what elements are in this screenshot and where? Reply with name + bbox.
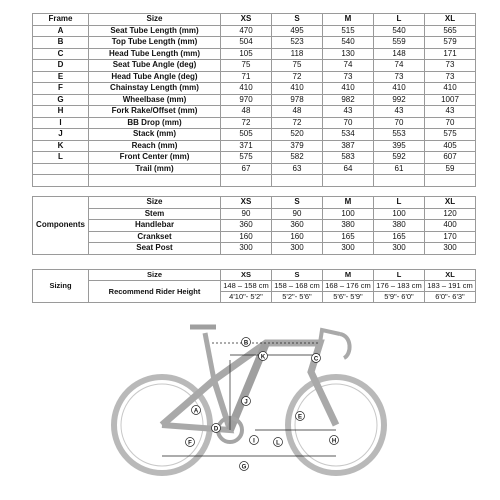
geometry-value-cell: 523 [272,37,323,49]
component-value-cell: 360 [221,220,272,232]
diagram-label-text: C [313,356,319,363]
sizing-section-label: Sizing [33,270,89,303]
components-size-m: M [323,197,374,209]
components-size-xs: XS [221,197,272,209]
component-label: Stem [89,208,221,220]
diagram-label-i [250,436,259,445]
geometry-row [33,140,476,152]
diagram-label-text: E [297,414,303,421]
diagram-label-text: G [241,464,247,471]
geometry-row-label: Stack (mm) [89,129,221,141]
geometry-value-cell: 575 [425,129,476,141]
geometry-value-cell: 540 [374,25,425,37]
components-size-l: L [374,197,425,209]
geometry-value-cell: 579 [425,37,476,49]
rider-height-cm-xs: 148 – 158 cm [221,281,272,292]
component-label: Seat Post [89,243,221,255]
components-table [32,196,476,255]
geometry-value-cell: 410 [425,83,476,95]
component-value-cell: 300 [323,243,374,255]
geometry-value-cell: 72 [272,117,323,129]
rider-height-cm-xl: 183 – 191 cm [425,281,476,292]
components-size-s: S [272,197,323,209]
component-value-cell: 160 [221,231,272,243]
component-value-cell: 380 [323,220,374,232]
rider-height-cm-m: 168 – 176 cm [323,281,374,292]
geometry-value-cell: 565 [425,25,476,37]
component-value-cell: 300 [221,243,272,255]
geometry-row-label: Fork Rake/Offset (mm) [89,106,221,118]
component-value-cell: 165 [323,231,374,243]
geometry-row-id: I [33,117,89,129]
diagram-label-text: K [260,354,266,361]
diagram-label-g [240,462,249,471]
geometry-row-id: J [33,129,89,141]
geometry-value-cell: 73 [374,71,425,83]
blank-cell [425,175,476,187]
geometry-value-cell: 70 [323,117,374,129]
sizing-size-xl: XL [425,270,476,281]
geometry-row-id: E [33,71,89,83]
geometry-row-id: C [33,48,89,60]
geometry-value-cell: 1007 [425,94,476,106]
geometry-value-cell: 495 [272,25,323,37]
geometry-value-cell: 171 [425,48,476,60]
size-xl-header: XL [425,14,476,26]
geometry-row-label: Chainstay Length (mm) [89,83,221,95]
sizing-size-l: L [374,270,425,281]
geometry-value-cell: 982 [323,94,374,106]
geometry-value-cell: 105 [221,48,272,60]
geometry-value-cell: 71 [221,71,272,83]
geometry-row-id: B [33,37,89,49]
blank-cell [33,175,89,187]
blank-cell [221,175,272,187]
size-l-header: L [374,14,425,26]
diagram-label-c [312,354,321,363]
component-value-cell: 300 [272,243,323,255]
rider-height-cm-s: 158 – 168 cm [272,281,323,292]
geometry-row-id: D [33,60,89,72]
diagram-label-h [330,436,339,445]
diagram-label-text: F [188,440,192,447]
geometry-value-cell: 395 [374,140,425,152]
geometry-value-cell: 410 [374,83,425,95]
geometry-row [33,71,476,83]
geometry-value-cell: 583 [323,152,374,164]
size-xs-header: XS [221,14,272,26]
geometry-value-cell: 970 [221,94,272,106]
diagram-label-a [192,406,201,415]
diagram-label-text: B [243,340,249,347]
geometry-value-cell: 48 [221,106,272,118]
geometry-value-cell: 371 [221,140,272,152]
geometry-row-id: L [33,152,89,164]
geometry-row-label: Head Tube Angle (deg) [89,71,221,83]
rider-height-cm-l: 176 – 183 cm [374,281,425,292]
rider-height-ft-xs: 4'10"- 5'2" [221,292,272,303]
rider-height-ft-xl: 6'0"- 6'3" [425,292,476,303]
geometry-row [33,117,476,129]
geometry-value-cell: 504 [221,37,272,49]
geometry-table [32,13,476,187]
diagram-label-text: H [331,438,337,445]
component-label: Handlebar [89,220,221,232]
diagram-label-f [186,438,195,447]
geometry-value-cell: 48 [272,106,323,118]
sizing-size-header: Size [89,270,221,281]
geometry-row [33,25,476,37]
sizing-size-m: M [323,270,374,281]
blank-cell [323,175,374,187]
geometry-value-cell: 553 [374,129,425,141]
geometry-value-cell: 410 [221,83,272,95]
geometry-row [33,129,476,141]
sizing-size-xs: XS [221,270,272,281]
geometry-value-cell: 75 [221,60,272,72]
geometry-value-cell: 405 [425,140,476,152]
components-header-row [33,197,476,209]
sizing-cm-row [33,281,476,292]
blank-cell [89,175,221,187]
seat-post [205,333,214,380]
geometry-value-cell: 74 [323,60,374,72]
geometry-value-cell: 75 [272,60,323,72]
geometry-value-cell: 70 [374,117,425,129]
geometry-value-cell: 64 [323,163,374,175]
diagram-label-j [242,397,251,406]
diagram-label-k [259,352,268,361]
geometry-value-cell: 505 [221,129,272,141]
geometry-row-label: BB Drop (mm) [89,117,221,129]
diagram-label-l [274,438,283,447]
size-s-header: S [272,14,323,26]
diagram-label-text: I [253,438,255,445]
geometry-value-cell: 592 [374,152,425,164]
geometry-value-cell: 43 [374,106,425,118]
geometry-row [33,152,476,164]
components-row [33,208,476,220]
geometry-value-cell: 410 [323,83,374,95]
geometry-value-cell: 978 [272,94,323,106]
diagram-label-text: D [213,426,219,433]
geometry-value-cell: 73 [425,71,476,83]
geometry-value-cell: 118 [272,48,323,60]
geometry-row-label: Reach (mm) [89,140,221,152]
geometry-row [33,37,476,49]
diagram-label-b [242,338,251,347]
diagram-label-e [296,412,305,421]
geometry-value-cell: 379 [272,140,323,152]
geometry-row-id: K [33,140,89,152]
geometry-value-cell: 470 [221,25,272,37]
geometry-spacer-row [33,175,476,187]
geometry-value-cell: 515 [323,25,374,37]
geometry-value-cell: 534 [323,129,374,141]
component-value-cell: 165 [374,231,425,243]
sizing-header-row [33,270,476,281]
geometry-row-id [33,163,89,175]
component-value-cell: 380 [374,220,425,232]
geometry-row-label: Top Tube Length (mm) [89,37,221,49]
diagram-label-text: L [276,440,280,447]
component-value-cell: 400 [425,220,476,232]
component-value-cell: 120 [425,208,476,220]
blank-cell [272,175,323,187]
geometry-row [33,163,476,175]
geometry-row [33,48,476,60]
component-value-cell: 360 [272,220,323,232]
bike-geometry-diagram [0,312,500,500]
geometry-value-cell: 72 [272,71,323,83]
component-value-cell: 170 [425,231,476,243]
components-section-label: Components [33,197,89,255]
geometry-value-cell: 70 [425,117,476,129]
geometry-value-cell: 74 [374,60,425,72]
size-header: Size [89,14,221,26]
geometry-value-cell: 410 [272,83,323,95]
geometry-value-cell: 559 [374,37,425,49]
component-label: Crankset [89,231,221,243]
diagram-label-text: A [193,408,199,415]
geometry-row [33,106,476,118]
geometry-value-cell: 72 [221,117,272,129]
component-value-cell: 90 [272,208,323,220]
geometry-row-label: Trail (mm) [89,163,221,175]
geometry-value-cell: 992 [374,94,425,106]
rider-height-ft-m: 5'6"- 5'9" [323,292,374,303]
geometry-value-cell: 61 [374,163,425,175]
size-m-header: M [323,14,374,26]
component-value-cell: 160 [272,231,323,243]
geometry-value-cell: 540 [323,37,374,49]
geometry-row-id: A [33,25,89,37]
geometry-value-cell: 73 [425,60,476,72]
rider-height-ft-s: 5'2"- 5'6" [272,292,323,303]
components-size-xl: XL [425,197,476,209]
components-row [33,231,476,243]
rider-height-label: Recommend Rider Height [89,281,221,303]
geometry-value-cell: 607 [425,152,476,164]
geometry-row-label: Wheelbase (mm) [89,94,221,106]
component-value-cell: 300 [425,243,476,255]
component-value-cell: 100 [374,208,425,220]
frame-header: Frame [33,14,89,26]
geometry-value-cell: 582 [272,152,323,164]
geometry-value-cell: 520 [272,129,323,141]
diagram-label-text: J [244,399,248,406]
geometry-row-label: Front Center (mm) [89,152,221,164]
sizing-table [32,269,476,303]
geometry-header-row [33,14,476,26]
geometry-value-cell: 43 [425,106,476,118]
geometry-row-label: Head Tube Length (mm) [89,48,221,60]
handlebar [340,334,350,358]
component-value-cell: 100 [323,208,374,220]
blank-cell [374,175,425,187]
geometry-row-id: G [33,94,89,106]
geometry-value-cell: 63 [272,163,323,175]
components-row [33,243,476,255]
geometry-row [33,60,476,72]
geometry-row [33,94,476,106]
geometry-row-id: F [33,83,89,95]
components-size-header: Size [89,197,221,209]
geometry-row-id: H [33,106,89,118]
geometry-value-cell: 148 [374,48,425,60]
geometry-value-cell: 575 [221,152,272,164]
diagram-label-d [212,424,221,433]
geometry-value-cell: 43 [323,106,374,118]
geometry-row-label: Seat Tube Length (mm) [89,25,221,37]
rider-height-ft-l: 5'9"- 6'0" [374,292,425,303]
sizing-size-s: S [272,270,323,281]
geometry-value-cell: 73 [323,71,374,83]
geometry-value-cell: 387 [323,140,374,152]
geometry-row-label: Seat Tube Angle (deg) [89,60,221,72]
geometry-value-cell: 130 [323,48,374,60]
component-value-cell: 90 [221,208,272,220]
geometry-row [33,83,476,95]
geometry-value-cell: 67 [221,163,272,175]
component-value-cell: 300 [374,243,425,255]
components-row [33,220,476,232]
geometry-value-cell: 59 [425,163,476,175]
